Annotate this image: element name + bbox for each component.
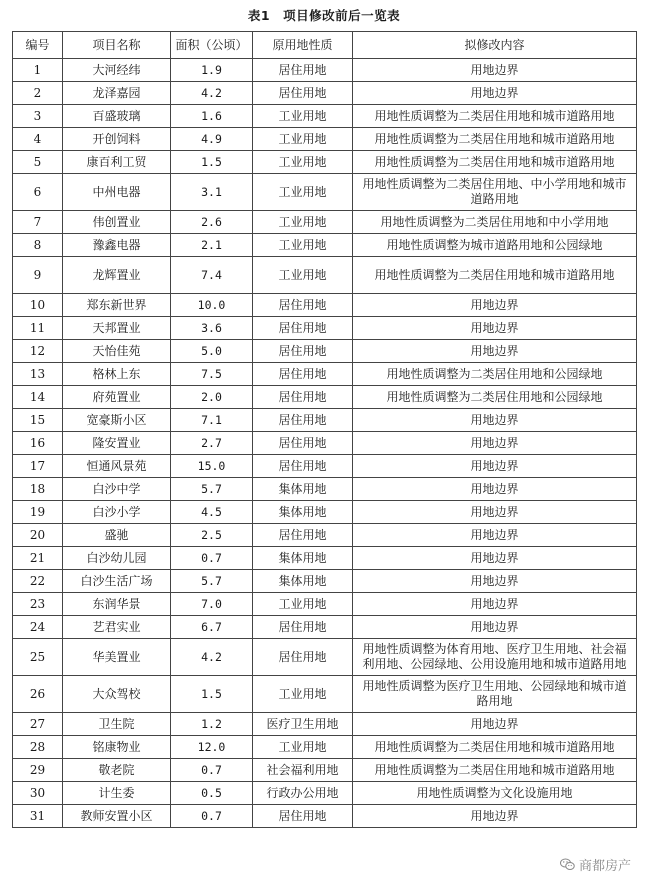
cell-change: 用地性质调整为二类居住用地和城市道路用地 [353, 759, 637, 782]
watermark-text: 商都房产 [578, 859, 631, 874]
cell-original-use: 居住用地 [253, 616, 353, 639]
table-row [13, 616, 637, 639]
watermark [557, 854, 634, 875]
cell-number: 23 [13, 593, 63, 616]
cell-area: 7.4 [171, 257, 253, 294]
cell-change: 用地性质调整为二类居住用地、中小学用地和城市道路用地 [353, 174, 637, 211]
table-row [13, 782, 637, 805]
header-area: 面积（公顷） [171, 32, 253, 59]
table-row [13, 234, 637, 257]
cell-change: 用地边界 [353, 409, 637, 432]
cell-number: 14 [13, 386, 63, 409]
cell-number: 21 [13, 547, 63, 570]
cell-project-name: 龙辉置业 [63, 257, 171, 294]
cell-original-use: 居住用地 [253, 363, 353, 386]
cell-change: 用地边界 [353, 478, 637, 501]
cell-number: 6 [13, 174, 63, 211]
cell-project-name: 中州电器 [63, 174, 171, 211]
table-row [13, 174, 637, 211]
cell-original-use: 医疗卫生用地 [253, 713, 353, 736]
cell-project-name: 伟创置业 [63, 211, 171, 234]
cell-change: 用地性质调整为二类居住用地和中小学用地 [353, 211, 637, 234]
cell-original-use: 工业用地 [253, 676, 353, 713]
cell-area: 7.0 [171, 593, 253, 616]
cell-change: 用地边界 [353, 455, 637, 478]
cell-change: 用地性质调整为二类居住用地和城市道路用地 [353, 128, 637, 151]
cell-number: 13 [13, 363, 63, 386]
table-title: 表1 项目修改前后一览表 [247, 8, 401, 23]
cell-original-use: 居住用地 [253, 82, 353, 105]
cell-change: 用地边界 [353, 593, 637, 616]
cell-area: 3.6 [171, 317, 253, 340]
cell-project-name: 艺君实业 [63, 616, 171, 639]
cell-number: 22 [13, 570, 63, 593]
cell-original-use: 社会福利用地 [253, 759, 353, 782]
cell-area: 2.6 [171, 211, 253, 234]
cell-number: 20 [13, 524, 63, 547]
cell-area: 2.5 [171, 524, 253, 547]
cell-project-name: 盛驰 [63, 524, 171, 547]
table-row [13, 478, 637, 501]
cell-project-name: 华美置业 [63, 639, 171, 676]
cell-change: 用地边界 [353, 59, 637, 82]
cell-project-name: 教师安置小区 [63, 805, 171, 828]
header-name: 项目名称 [63, 32, 171, 59]
cell-area: 3.1 [171, 174, 253, 211]
cell-area: 2.0 [171, 386, 253, 409]
cell-number: 17 [13, 455, 63, 478]
cell-original-use: 工业用地 [253, 105, 353, 128]
cell-area: 6.7 [171, 616, 253, 639]
table-row [13, 736, 637, 759]
cell-project-name: 白沙幼儿园 [63, 547, 171, 570]
table-row [13, 82, 637, 105]
cell-project-name: 大众驾校 [63, 676, 171, 713]
cell-project-name: 龙泽嘉园 [63, 82, 171, 105]
cell-area: 1.2 [171, 713, 253, 736]
table-row [13, 432, 637, 455]
cell-change: 用地边界 [353, 340, 637, 363]
cell-original-use: 居住用地 [253, 409, 353, 432]
table-row [13, 570, 637, 593]
cell-change: 用地边界 [353, 570, 637, 593]
table-row [13, 151, 637, 174]
cell-area: 4.2 [171, 82, 253, 105]
table-row [13, 409, 637, 432]
cell-project-name: 铭康物业 [63, 736, 171, 759]
cell-change: 用地边界 [353, 82, 637, 105]
cell-project-name: 卫生院 [63, 713, 171, 736]
cell-original-use: 工业用地 [253, 736, 353, 759]
table-row [13, 363, 637, 386]
cell-area: 0.7 [171, 547, 253, 570]
cell-number: 31 [13, 805, 63, 828]
cell-number: 9 [13, 257, 63, 294]
cell-project-name: 豫鑫电器 [63, 234, 171, 257]
cell-project-name: 白沙中学 [63, 478, 171, 501]
table-row [13, 805, 637, 828]
cell-area: 2.7 [171, 432, 253, 455]
cell-number: 1 [13, 59, 63, 82]
cell-project-name: 白沙生活广场 [63, 570, 171, 593]
cell-project-name: 郑东新世界 [63, 294, 171, 317]
cell-change: 用地性质调整为二类居住用地和城市道路用地 [353, 105, 637, 128]
cell-change: 用地性质调整为二类居住用地和城市道路用地 [353, 257, 637, 294]
cell-area: 5.7 [171, 478, 253, 501]
cell-area: 1.6 [171, 105, 253, 128]
cell-project-name: 开创饲料 [63, 128, 171, 151]
cell-number: 28 [13, 736, 63, 759]
cell-change: 用地边界 [353, 713, 637, 736]
cell-change: 用地边界 [353, 616, 637, 639]
cell-change: 用地边界 [353, 547, 637, 570]
cell-project-name: 隆安置业 [63, 432, 171, 455]
cell-project-name: 白沙小学 [63, 501, 171, 524]
table-row [13, 501, 637, 524]
cell-original-use: 集体用地 [253, 478, 353, 501]
table-row [13, 639, 637, 676]
cell-number: 11 [13, 317, 63, 340]
cell-change: 用地边界 [353, 317, 637, 340]
cell-project-name: 敬老院 [63, 759, 171, 782]
table-row [13, 676, 637, 713]
table-row [13, 455, 637, 478]
cell-change: 用地性质调整为城市道路用地和公园绿地 [353, 234, 637, 257]
cell-number: 15 [13, 409, 63, 432]
table-row [13, 340, 637, 363]
cell-change: 用地性质调整为二类居住用地和公园绿地 [353, 363, 637, 386]
cell-number: 2 [13, 82, 63, 105]
cell-area: 5.0 [171, 340, 253, 363]
cell-change: 用地边界 [353, 805, 637, 828]
cell-change: 用地性质调整为体育用地、医疗卫生用地、社会福利用地、公园绿地、公用设施用地和城市道路用地 [353, 639, 637, 676]
cell-area: 12.0 [171, 736, 253, 759]
cell-change: 用地边界 [353, 524, 637, 547]
cell-original-use: 集体用地 [253, 570, 353, 593]
cell-area: 1.9 [171, 59, 253, 82]
cell-change: 用地性质调整为二类居住用地和城市道路用地 [353, 736, 637, 759]
cell-original-use: 居住用地 [253, 524, 353, 547]
cell-project-name: 百盛玻璃 [63, 105, 171, 128]
header-no: 编号 [13, 32, 63, 59]
cell-original-use: 居住用地 [253, 386, 353, 409]
cell-project-name: 计生委 [63, 782, 171, 805]
cell-number: 3 [13, 105, 63, 128]
cell-number: 7 [13, 211, 63, 234]
table-row [13, 59, 637, 82]
cell-change: 用地性质调整为医疗卫生用地、公园绿地和城市道路用地 [353, 676, 637, 713]
cell-original-use: 工业用地 [253, 211, 353, 234]
cell-project-name: 东润华景 [63, 593, 171, 616]
cell-area: 1.5 [171, 676, 253, 713]
cell-project-name: 格林上东 [63, 363, 171, 386]
cell-area: 4.9 [171, 128, 253, 151]
cell-area: 4.2 [171, 639, 253, 676]
cell-number: 10 [13, 294, 63, 317]
cell-number: 30 [13, 782, 63, 805]
cell-original-use: 工业用地 [253, 593, 353, 616]
cell-project-name: 府苑置业 [63, 386, 171, 409]
cell-number: 12 [13, 340, 63, 363]
cell-number: 27 [13, 713, 63, 736]
cell-area: 5.7 [171, 570, 253, 593]
cell-project-name: 大河经纬 [63, 59, 171, 82]
cell-area: 7.1 [171, 409, 253, 432]
cell-original-use: 居住用地 [253, 639, 353, 676]
cell-original-use: 居住用地 [253, 317, 353, 340]
cell-number: 26 [13, 676, 63, 713]
header-row [13, 32, 637, 59]
cell-original-use: 工业用地 [253, 257, 353, 294]
cell-project-name: 恒通风景苑 [63, 455, 171, 478]
cell-number: 19 [13, 501, 63, 524]
table-row [13, 294, 637, 317]
table-row [13, 317, 637, 340]
cell-number: 4 [13, 128, 63, 151]
header-change: 拟修改内容 [353, 32, 637, 59]
cell-number: 8 [13, 234, 63, 257]
cell-area: 2.1 [171, 234, 253, 257]
cell-original-use: 居住用地 [253, 340, 353, 363]
cell-original-use: 工业用地 [253, 174, 353, 211]
table-row [13, 593, 637, 616]
table-row [13, 257, 637, 294]
cell-original-use: 居住用地 [253, 432, 353, 455]
cell-area: 4.5 [171, 501, 253, 524]
cell-number: 18 [13, 478, 63, 501]
header-original-use: 原用地性质 [253, 32, 353, 59]
table-row [13, 524, 637, 547]
cell-area: 1.5 [171, 151, 253, 174]
cell-original-use: 居住用地 [253, 294, 353, 317]
cell-original-use: 居住用地 [253, 455, 353, 478]
cell-original-use: 行政办公用地 [253, 782, 353, 805]
wechat-icon [560, 858, 575, 871]
cell-number: 25 [13, 639, 63, 676]
table-row [13, 128, 637, 151]
table-row [13, 105, 637, 128]
cell-number: 5 [13, 151, 63, 174]
cell-change: 用地边界 [353, 432, 637, 455]
cell-original-use: 工业用地 [253, 234, 353, 257]
cell-area: 0.7 [171, 805, 253, 828]
table-row [13, 759, 637, 782]
cell-change: 用地边界 [353, 294, 637, 317]
cell-original-use: 居住用地 [253, 59, 353, 82]
table-row [13, 386, 637, 409]
cell-change: 用地性质调整为文化设施用地 [353, 782, 637, 805]
cell-area: 0.7 [171, 759, 253, 782]
cell-number: 16 [13, 432, 63, 455]
cell-original-use: 工业用地 [253, 151, 353, 174]
cell-change: 用地性质调整为二类居住用地和公园绿地 [353, 386, 637, 409]
cell-original-use: 集体用地 [253, 547, 353, 570]
cell-project-name: 天邦置业 [63, 317, 171, 340]
cell-number: 24 [13, 616, 63, 639]
cell-area: 15.0 [171, 455, 253, 478]
cell-area: 7.5 [171, 363, 253, 386]
cell-project-name: 天怡佳苑 [63, 340, 171, 363]
cell-change: 用地边界 [353, 501, 637, 524]
cell-number: 29 [13, 759, 63, 782]
table-row [13, 547, 637, 570]
table-row [13, 211, 637, 234]
cell-area: 10.0 [171, 294, 253, 317]
cell-project-name: 康百利工贸 [63, 151, 171, 174]
project-table [12, 31, 637, 828]
cell-original-use: 工业用地 [253, 128, 353, 151]
cell-original-use: 居住用地 [253, 805, 353, 828]
cell-area: 0.5 [171, 782, 253, 805]
cell-original-use: 集体用地 [253, 501, 353, 524]
cell-change: 用地性质调整为二类居住用地和城市道路用地 [353, 151, 637, 174]
table-row [13, 713, 637, 736]
cell-project-name: 宽豪斯小区 [63, 409, 171, 432]
